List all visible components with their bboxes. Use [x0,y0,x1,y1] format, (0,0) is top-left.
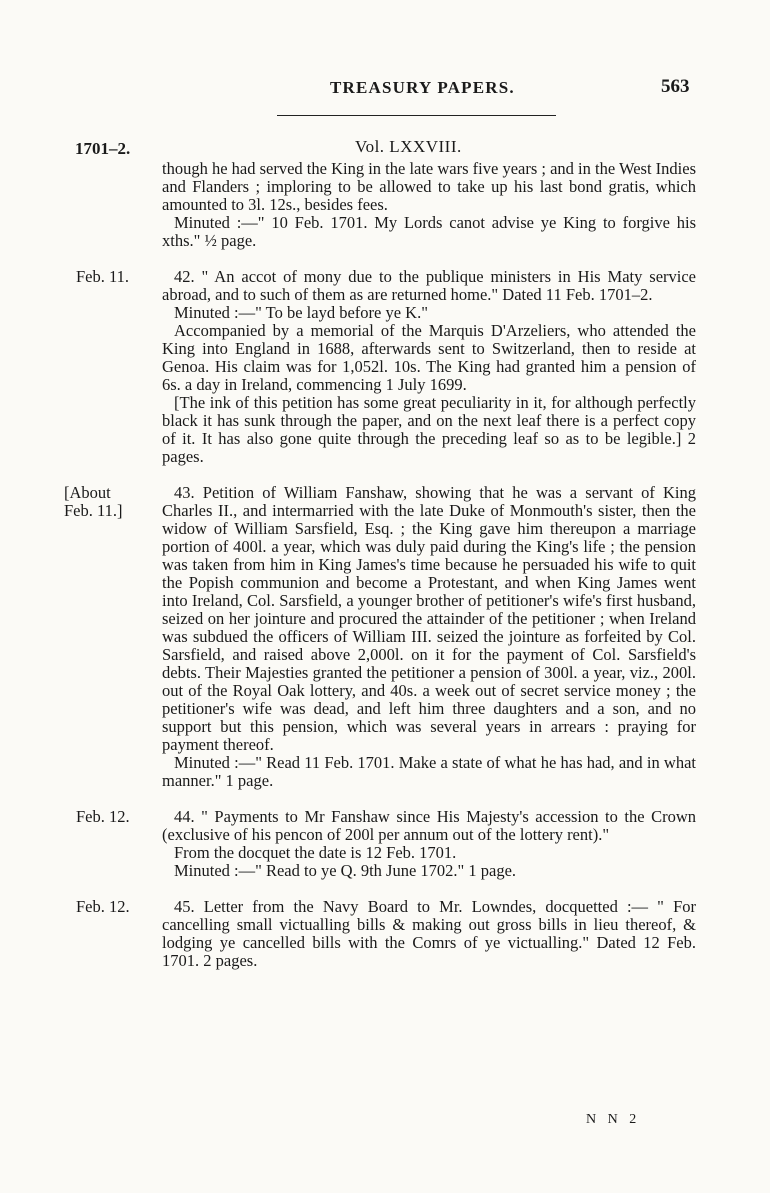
header-rule [277,115,556,116]
entries [0,160,770,982]
entry-date: Feb. 12. [76,807,130,826]
page-header [0,78,770,108]
entry-date: Feb. 11. [76,267,130,286]
year-range: 1701–2. [75,139,131,158]
signature-mark: N N 2 [586,1112,641,1127]
entry-paragraph: 44. " Payments to Mr Fanshaw since His Majesty's accession to the Crown (exclusive of his pencon of 200l per annum out of the lottery rent)." [162,807,696,844]
entry-paragraph: 43. Petition of William Fanshaw, showing that he was a servant of King Charles II., and intermarried with the late Duke of Monmouth's sister, then the widow of William Sarsfield, Esq. ; the King gave him thereupon a marriage portion of 400l. a year, which was duly paid during the King's life ; the pension was taken from him in King James's time because he persuaded his wife to quit the Popish communion and become a Protestant, and when King James went into Ireland, Col. Sarsfield, a younger brother of petitioner's wife's first husband, seized on her jointure and procured the attainder of the petitioner ; when Ireland was subdued the officers of William III. seized the jointure as forfeited by Col. Sarsfield, and raised above 2,000l. on it for the payment of Col. Sarsfield's debts. Their Majesties granted the petitioner a pension of 300l. a year, viz., 200l. out of the Royal Oak lottery, and 40s. a week out of secret service money ; the petitioner's wife was dead, and left him three daughters and a son, and no support but this pension, which was several years in arrears : praying for payment thereof. [162,483,696,754]
entry-minute: Minuted :—" To be layd before ye K." [174,303,428,322]
page-number: 563 [661,76,690,97]
entry-continuation [0,160,770,250]
entry-paragraph: 42. " An accot of mony due to the publique ministers in His Maty service abroad, and to such of them as are returned home." Dated 11 Feb. 1701–2. [162,267,696,304]
entry-body [162,268,696,466]
entry-45 [0,898,770,970]
entry-43 [0,484,770,790]
entry-body [162,484,696,790]
entry-paragraph: though he had served the King in the late wars five years ; and in the West Indies and Flanders ; imploring to be allowed to take up his last bond gratis, which amounted to 3l. 12s., besides fees. [162,159,697,214]
entry-paragraph: Accompanied by a memorial of the Marquis D'Arzeliers, who attended the King into England in 1688, afterwards sent to Switzerland, then to reside at Genoa. His claim was for 1,052l. 10s. The King had granted him a pension of 6s. a day in Ireland, commencing 1 July 1699. [162,321,696,394]
entry-note: [The ink of this petition has some great peculiarity in it, for although perfectly black it has sunk through the paper, and on the next leaf there is a perfect copy of it. It has also gone quite through the preceding leaf so as to be legible.] 2 pages. [162,393,696,466]
entry-42 [0,268,770,466]
entry-minute: Minuted :—" Read 11 Feb. 1701. Make a state of what he has had, and in what manner." 1 page. [162,753,696,790]
entry-date: Feb. 12. [76,897,130,916]
entry-44 [0,808,770,880]
entry-body [162,898,696,970]
volume-label: Vol. LXXVIII. [355,137,462,156]
entry-minute: Minuted :—" 10 Feb. 1701. My Lords canot advise ye King to forgive his xths." ½ page. [162,213,696,250]
entry-body [162,160,696,250]
entry-paragraph: From the docquet the date is 12 Feb. 1701. [174,843,457,862]
entry-paragraph: 45. Letter from the Navy Board to Mr. Lowndes, docquetted :— " For cancelling small victualling bills & making out gross bills in lieu thereof, & lodging ye cancelled bills with the Comrs of ye victualling." Dated 12 Feb. 1701. 2 pages. [162,897,696,970]
entry-date: [About Feb. 11.] [64,483,123,520]
entry-minute: Minuted :—" Read to ye Q. 9th June 1702." 1 page. [174,861,517,880]
entry-body [162,808,696,880]
running-title: TREASURY PAPERS. [330,78,515,97]
